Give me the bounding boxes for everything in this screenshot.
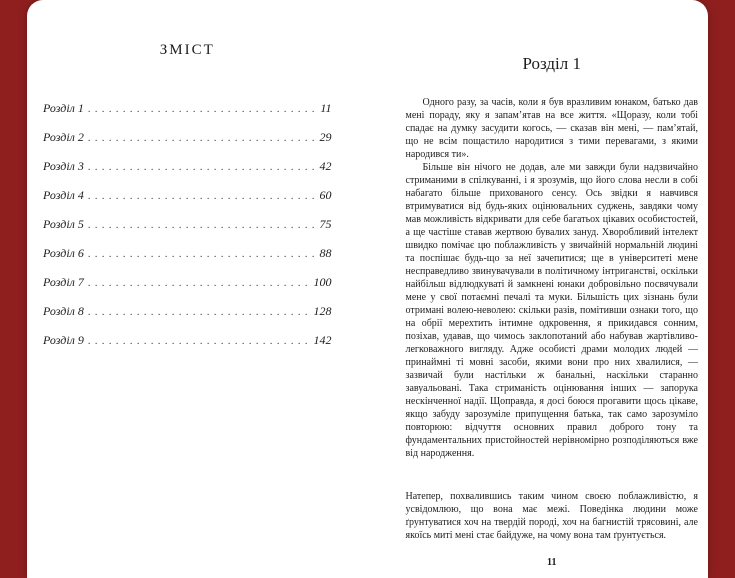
toc-dot-leader bbox=[88, 278, 310, 289]
toc-entry-label: Розділ 9 bbox=[43, 333, 84, 347]
toc-entry-label: Розділ 8 bbox=[43, 304, 84, 318]
toc-entry-page: 42 bbox=[319, 159, 332, 173]
toc-entry-page: 11 bbox=[320, 101, 332, 115]
chapter-paragraph-3: Натепер, похвалившись таким чином своєю поблажливістю, я усвідомлюю, що вона має межі. Поведінка людини може ґрунтуватися хоч на твердій породі, хоч на багнистій трясовині, але якоїсь миті мені стає байдуже, на чому вона там ґрунтується. bbox=[405, 491, 698, 541]
book-spread bbox=[27, 0, 708, 578]
toc-dot-leader bbox=[88, 133, 316, 144]
toc-entry-page: 60 bbox=[319, 188, 332, 202]
toc-entry-page: 142 bbox=[313, 333, 332, 347]
toc-dot-leader bbox=[88, 220, 316, 231]
toc-entry-label: Розділ 6 bbox=[43, 246, 84, 260]
toc-entry-page: 128 bbox=[313, 304, 332, 318]
toc-list bbox=[43, 101, 332, 362]
toc-entry-label: Розділ 7 bbox=[43, 275, 84, 289]
chapter-body bbox=[406, 96, 699, 542]
toc-entry-label: Розділ 3 bbox=[43, 159, 84, 173]
page-left[interactable] bbox=[27, 0, 368, 578]
toc-entry-label: Розділ 1 bbox=[43, 101, 84, 115]
toc-entry-6[interactable] bbox=[43, 246, 332, 275]
toc-entry-page: 29 bbox=[319, 130, 332, 144]
toc-entry-label: Розділ 2 bbox=[43, 130, 84, 144]
toc-dot-leader bbox=[88, 336, 310, 347]
toc-dot-leader bbox=[88, 162, 316, 173]
toc-entry-8[interactable] bbox=[43, 304, 332, 333]
toc-title: ЗМІСТ bbox=[159, 42, 215, 58]
toc-dot-leader bbox=[88, 249, 316, 260]
toc-dot-leader bbox=[88, 307, 310, 318]
toc-entry-label: Розділ 5 bbox=[43, 217, 84, 231]
toc-entry-5[interactable] bbox=[43, 217, 332, 246]
chapter-paragraph-1: Одного разу, за часів, коли я був вразливим юнаком, батько дав мені пораду, яку я запам’ятав на все життя. «Щоразу, коли тобі спадає на думку засудити когось, — сказав він мені, — пам’ятай, що не всім пощастило народитися з тими перевагами, з якими народився ти». bbox=[405, 97, 698, 160]
chapter-paragraph-2: Більше він нічого не додав, але ми завжди були надзвичайно стриманими в спілкуванні, і я зрозумів, що його слова несли в собі набагато більше прихованого сенсу. Ось звідки я навчився втримуватися від будь-яких оцінювальних суджень, завдяки чому мав можливість відкривати для себе багатьох цікавих особистостей, а ще частіше ставав жертвою бувалих зануд. Хворобливий інтелект швидко помічає цю поблажливість у звичайній нормальній людині та поспішає будь-що за неї зачепитися; ще в університеті мене несправедливо звинувачували в політичному інтриганстві, оскільки найбільш відлюдкуваті й замкнені юнаки добровільно посвячували мене у свої потаємні печалі та муки. Більшість цих зізнань були отримані волею-неволею: скільки разів, помітивши ознаки того, що на обрії мерехтить інтимне одкровення, я прикидався сонним, позіхав, удавав, що чимось заклопотаний або набував жартівливо-легковажного вигляду. Адже особисті драми молодих людей — принаймні ті мовні засоби, якими вони про них хвалилися, — зазвичай були настільки ж банальні, наскільки старанно завуальовані. Така стриманість оцінювання інших — запорука нескінченної надії. Щоправда, я досі боюся прогавити щось цікаве, якщо забуду зарозуміле припущення батька, так само зарозуміло повторюю: відчуття основних правил доброго тону та фундаментальних пристойностей нерівномірно розподіляються вже від народження. bbox=[405, 162, 698, 459]
toc-entry-1[interactable] bbox=[43, 101, 332, 130]
toc-entry-page: 88 bbox=[319, 246, 332, 260]
toc-entry-label: Розділ 4 bbox=[43, 188, 84, 202]
toc-entry-page: 75 bbox=[319, 217, 332, 231]
chapter-title: Розділ 1 bbox=[522, 54, 582, 73]
toc-dot-leader bbox=[88, 191, 316, 202]
toc-entry-3[interactable] bbox=[43, 159, 332, 188]
toc-entry-4[interactable] bbox=[43, 188, 332, 217]
toc-entry-2[interactable] bbox=[43, 130, 332, 159]
toc-entry-7[interactable] bbox=[43, 275, 332, 304]
page-right[interactable] bbox=[368, 0, 709, 578]
toc-entry-page: 100 bbox=[313, 275, 332, 289]
toc-entry-9[interactable] bbox=[43, 333, 332, 362]
toc-dot-leader bbox=[88, 104, 316, 115]
page-number: 11 bbox=[547, 557, 557, 568]
